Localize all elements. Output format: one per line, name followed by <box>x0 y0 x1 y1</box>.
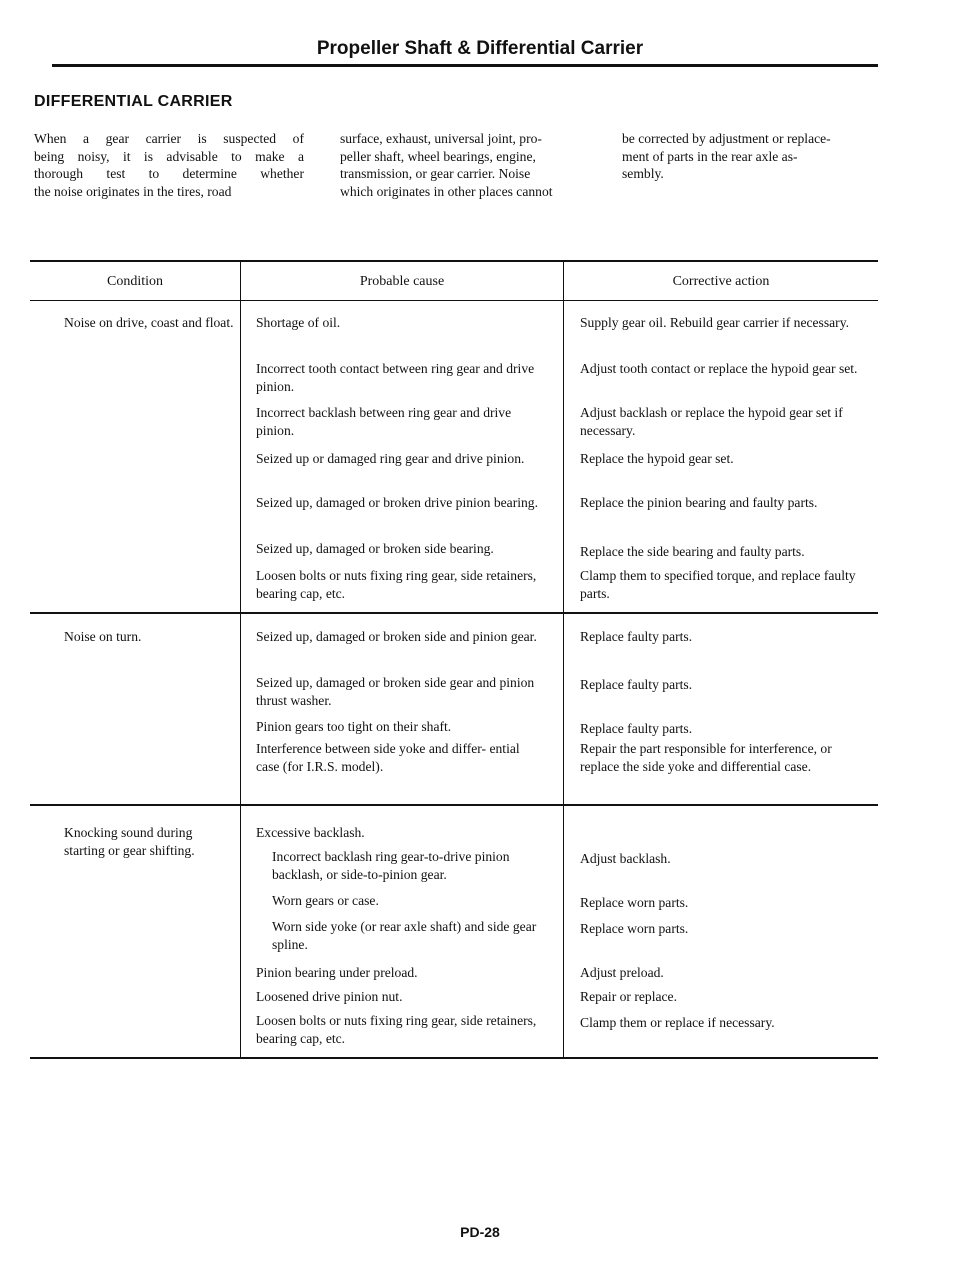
condition-cell: Noise on drive, coast and float. <box>64 315 234 330</box>
cause-cell: Seized up, damaged or broken side gear and pinion thrust washer. <box>256 675 535 708</box>
action-cell: Repair the part responsible for interference, or replace the side yoke and differential case. <box>580 741 832 774</box>
cause-cell: Incorrect backlash between ring gear and drive pinion. <box>256 405 512 438</box>
intro-column-3 <box>622 130 877 183</box>
cause-cell: Incorrect backlash ring gear-to-drive pinion backlash, or side-to-pinion gear. <box>272 849 510 882</box>
action-cell: Replace worn parts. <box>580 921 689 936</box>
cause-cell: Seized up, damaged or broken side and pinion gear. <box>256 629 537 644</box>
intro-line: being noisy, it is advisable to make a <box>34 148 304 164</box>
action-cell: Replace worn parts. <box>580 895 689 910</box>
cause-cell: Worn side yoke (or rear axle shaft) and side gear spline. <box>272 919 537 952</box>
page-number: PD-28 <box>460 1224 500 1240</box>
page-header-title: Propeller Shaft & Differential Carrier <box>316 38 644 59</box>
intro-line: be corrected by adjustment or replace- <box>622 131 831 146</box>
cause-cell: Worn gears or case. <box>272 893 379 908</box>
cause-cell: Pinion bearing under preload. <box>256 965 418 980</box>
action-cell: Adjust tooth contact or replace the hypoid gear set. <box>580 361 858 376</box>
condition-cell: Knocking sound during starting or gear shifting. <box>64 825 195 858</box>
intro-line: the noise originates in the tires, road <box>34 183 232 199</box>
intro-column-1 <box>34 130 304 200</box>
action-cell: Adjust backlash. <box>580 851 671 866</box>
table-column-divider <box>240 260 241 1059</box>
cause-cell: Pinion gears too tight on their shaft. <box>256 719 452 734</box>
table-group-rule <box>30 612 878 614</box>
section-title: DIFFERENTIAL CARRIER <box>34 93 233 110</box>
cause-cell: Loosened drive pinion nut. <box>256 989 403 1004</box>
header-condition: Condition <box>106 274 163 289</box>
action-cell: Adjust preload. <box>580 965 664 980</box>
table-group-rule <box>30 804 878 806</box>
action-cell: Repair or replace. <box>580 989 677 1004</box>
cause-cell: Excessive backlash. <box>256 825 365 840</box>
action-cell: Replace faulty parts. <box>580 677 693 692</box>
header-corrective-action: Corrective action <box>672 274 770 289</box>
header-probable-cause: Probable cause <box>359 274 445 289</box>
action-cell: Adjust backlash or replace the hypoid gear set if necessary. <box>580 405 843 438</box>
cause-cell: Seized up, damaged or broken side bearing. <box>256 541 494 556</box>
intro-column-2 <box>340 130 590 200</box>
intro-line: ment of parts in the rear axle as- <box>622 148 798 164</box>
action-cell: Clamp them to specified torque, and replace faulty parts. <box>580 568 856 601</box>
action-cell: Replace the side bearing and faulty parts. <box>580 544 805 559</box>
cause-cell: Seized up, damaged or broken drive pinion bearing. <box>256 495 538 510</box>
action-cell: Replace the hypoid gear set. <box>580 451 734 466</box>
intro-line: surface, exhaust, universal joint, pro- <box>340 131 542 146</box>
action-cell: Replace faulty parts. <box>580 629 693 644</box>
cause-cell: Loosen bolts or nuts fixing ring gear, side retainers, bearing cap, etc. <box>256 1013 537 1046</box>
cause-cell: Seized up or damaged ring gear and drive pinion. <box>256 451 525 466</box>
table-top-rule <box>30 260 878 262</box>
intro-line: When a gear carrier is suspected of <box>34 131 304 146</box>
intro-line: thorough test to determine whether <box>34 166 304 182</box>
condition-cell: Noise on turn. <box>64 629 142 644</box>
intro-line: transmission, or gear carrier. Noise <box>340 166 531 182</box>
cause-cell: Incorrect tooth contact between ring gear and drive pinion. <box>256 361 535 394</box>
cause-cell: Interference between side yoke and differ- ential case (for I.R.S. model). <box>256 741 520 774</box>
cause-cell: Shortage of oil. <box>256 315 341 330</box>
action-cell: Replace faulty parts. <box>580 721 693 736</box>
cause-cell: Loosen bolts or nuts fixing ring gear, side retainers, bearing cap, etc. <box>256 568 537 601</box>
action-cell: Replace the pinion bearing and faulty parts. <box>580 495 818 510</box>
header-rule <box>52 64 878 67</box>
intro-line: peller shaft, wheel bearings, engine, <box>340 148 536 164</box>
table-column-divider <box>563 260 564 1059</box>
table-bottom-rule <box>30 1057 878 1059</box>
action-cell: Clamp them or replace if necessary. <box>580 1015 775 1030</box>
action-cell: Supply gear oil. Rebuild gear carrier if necessary. <box>580 315 850 330</box>
intro-line: sembly. <box>622 166 664 182</box>
intro-line: which originates in other places cannot <box>340 183 553 199</box>
table-header-rule <box>30 300 878 301</box>
